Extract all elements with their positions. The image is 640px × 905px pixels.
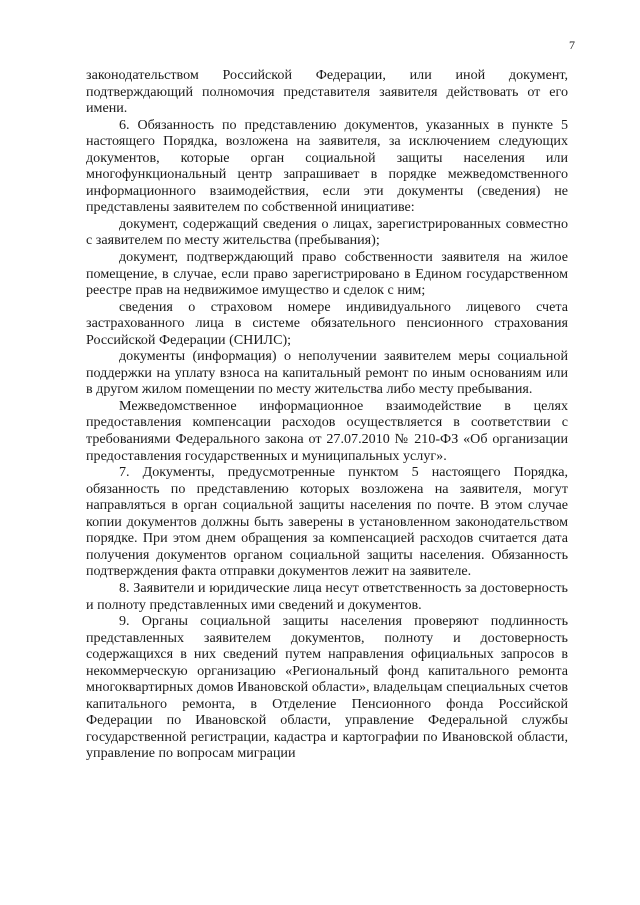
paragraph-item-8: 8. Заявители и юридические лица несут ответственность за достоверность и полноту представленных ими сведений и документов.: [86, 579, 568, 613]
paragraph-item-6: 6. Обязанность по представлению документов, указанных в пункте 5 настоящего Порядка, возложена на заявителя, за исключением следующих документов, которые орган социальной защиты населения или многофункциональный центр запрашивает в порядке межведомственного информационного взаимодействия, если эти документы (сведения) не представлены заявителем по собственной инициативе:: [86, 116, 568, 216]
paragraph-item-9: 9. Органы социальной защиты населения проверяют подлинность представленных заявителем документов, полноту и достоверность содержащихся в них сведений путем направления официальных запросов в некоммерческую организацию «Региональный фонд капитального ремонта многоквартирных домов Ивановской области», владельцам специальных счетов капитального ремонта, в Отделение Пенсионного фонда Российской Федерации по Ивановской области, управление Федеральной службы государственной регистрации, кадастра и картографии по Ивановской области, управление по вопросам миграции: [86, 613, 568, 762]
paragraph-item-7: 7. Документы, предусмотренные пунктом 5 настоящего Порядка, обязанность по представлению которых возложена на заявителя, могут направляться в орган социальной защиты населения по почте. В этом случае копии документов должны быть заверены в установленном законодательством порядке. При этом днем обращения за компенсацией расходов считается дата получения документов органом социальной защиты населения. Обязанность подтверждения факта отправки документов лежит на заявителе.: [86, 464, 568, 580]
paragraph-interagency-interaction: Межведомственное информационное взаимодействие в целях предоставления компенсации расходов осуществляется в соответствии с требованиями Федерального закона от 27.07.2010 № 210-ФЗ «Об организации предоставления государственных и муниципальных услуг».: [86, 397, 568, 464]
paragraph-snils: сведения о страховом номере индивидуального лицевого счета застрахованного лица в системе обязательного пенсионного страхования Российской Федерации (СНИЛС);: [86, 298, 568, 348]
page-body: [86, 67, 568, 762]
paragraph-non-receipt-document: документы (информация) о неполучении заявителем меры социальной поддержки на уплату взноса на капитальный ремонт по иным основаниям или в другом жилом помещении по месту жительства либо месту пребывания.: [86, 348, 568, 398]
page-number: 7: [569, 38, 575, 52]
paragraph-ownership-document: документ, подтверждающий право собственности заявителя на жилое помещение, в случае, если право зарегистрировано в Едином государственном реестре прав на недвижимое имущество и сделок с ним;: [86, 249, 568, 299]
paragraph-continuation: законодательством Российской Федерации, или иной документ, подтверждающий полномочия представителя заявителя действовать от его имени.: [86, 67, 568, 117]
paragraph-residence-document: документ, содержащий сведения о лицах, зарегистрированных совместно с заявителем по месту жительства (пребывания);: [86, 215, 568, 249]
